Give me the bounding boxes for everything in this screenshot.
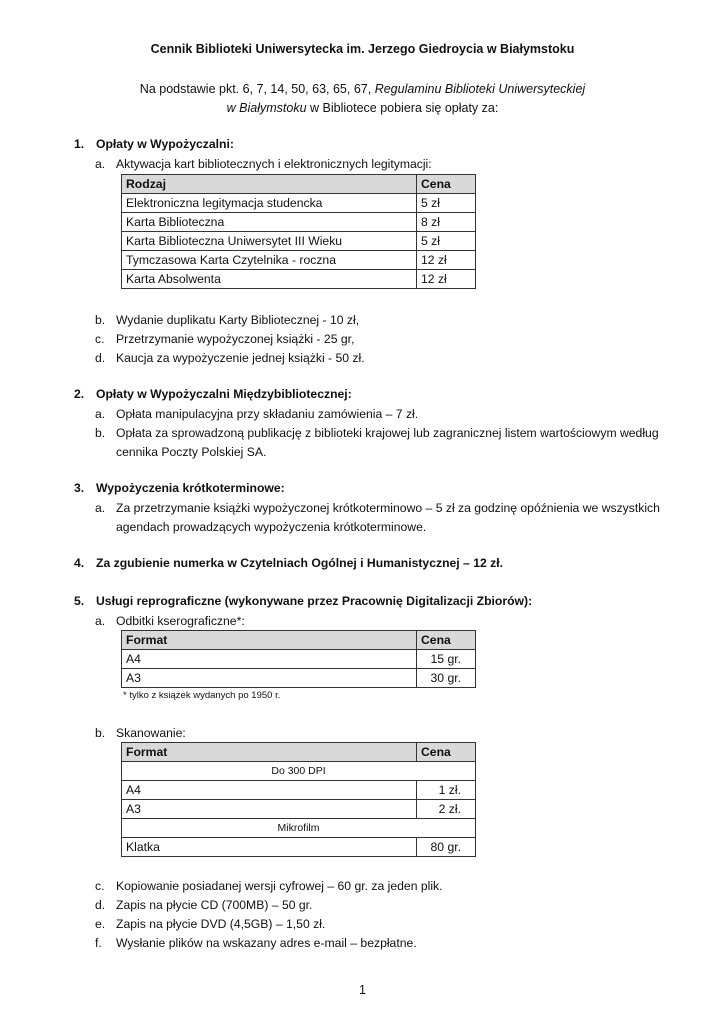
intro-regulation-title: Regulaminu Biblioteki Uniwersyteckiej — [374, 82, 586, 96]
photocopy-footnote: * tylko z książek wydanych po 1950 r. — [123, 690, 281, 701]
section-1-item-d: d. Kaucja za wypożyczenie jednej książki - 50 zł. — [95, 351, 365, 365]
table-row: Klatka 80 gr. — [122, 838, 476, 857]
section-1-heading: 1. Opłaty w Wypożyczalni: — [74, 137, 234, 151]
section-5-item-f: f. Wysłanie plików na wskazany adres e-mail – bezpłatne. — [95, 936, 417, 950]
intro-paragraph — [0, 80, 725, 118]
table-group-row: Mikrofilm — [122, 819, 476, 838]
page-number: 1 — [359, 983, 366, 997]
table-row: A3 30 gr. — [122, 669, 476, 688]
table-row: A3 2 zł. — [122, 800, 476, 819]
section-3-heading: 3. Wypożyczenia krótkoterminowe: — [74, 481, 285, 495]
table-row: A4 15 gr. — [122, 650, 476, 669]
section-5-item-b: b. Skanowanie: — [95, 726, 186, 740]
table-row: Karta Absolwenta 12 zł — [122, 270, 476, 289]
table-header-row: Format Cena — [122, 631, 476, 650]
table-header-row: Format Cena — [122, 743, 476, 762]
section-2-item-a: a. Opłata manipulacyjna przy składaniu zamówienia – 7 zł. — [95, 407, 419, 421]
table-row: Karta Biblioteczna 8 zł — [122, 213, 476, 232]
table-row: Karta Biblioteczna Uniwersytet III Wieku 5 zł — [122, 232, 476, 251]
photocopy-price-table — [121, 630, 476, 688]
table-group-row: Do 300 DPI — [122, 762, 476, 781]
section-3-item-a: a. Za przetrzymanie książki wypożyczonej krótkoterminowo – 5 zł za godzinę opóźnienia we wszystkich agendach prowadzących wypożyczenia krótkoterminowe. — [95, 501, 660, 534]
intro-line2-text: w Bibliotece pobiera się opłaty za: — [306, 101, 499, 115]
section-2-heading: 2. Opłaty w Wypożyczalni Międzybibliotecznej: — [74, 387, 352, 401]
table-row: Elektroniczna legitymacja studencka 5 zł — [122, 194, 476, 213]
section-4-heading: 4. Za zgubienie numerka w Czytelniach Ogólnej i Humanistycznej – 12 zł. — [74, 556, 504, 570]
section-5-item-c: c. Kopiowanie posiadanej wersji cyfrowej – 60 gr. za jeden plik. — [95, 879, 443, 893]
section-2-item-b: b. Opłata za sprowadzoną publikację z biblioteki krajowej lub zagranicznej listem wartościowym według cennika Poczty Polskiej SA. — [95, 426, 659, 459]
section-5-item-d: d. Zapis na płycie CD (700MB) – 50 gr. — [95, 898, 313, 912]
section-5-item-a: a. Odbitki kserograficzne*: — [95, 614, 245, 628]
intro-regulation-city: w Białymstoku — [226, 101, 307, 115]
card-fees-table — [121, 174, 476, 289]
section-5-item-e: e. Zapis na płycie DVD (4,5GB) – 1,50 zł. — [95, 917, 326, 931]
document-title: Cennik Biblioteki Uniwersytecka im. Jerzego Giedroycia w Białymstoku — [150, 42, 575, 56]
table-row: Tymczasowa Karta Czytelnika - roczna 12 zł — [122, 251, 476, 270]
table-header-row: Rodzaj Cena — [122, 175, 476, 194]
section-5-heading: 5. Usługi reprograficzne (wykonywane przez Pracownię Digitalizacji Zbiorów): — [74, 594, 533, 608]
intro-line1-text: Na podstawie pkt. 6, 7, 14, 50, 63, 65, 67, — [139, 82, 375, 96]
section-1-item-c: c. Przetrzymanie wypożyczonej książki - 25 gr, — [95, 332, 355, 346]
scanning-price-table — [121, 742, 476, 857]
section-1-item-a: a. Aktywacja kart bibliotecznych i elektronicznych legitymacji: — [95, 157, 432, 171]
section-1-item-b: b. Wydanie duplikatu Karty Bibliotecznej - 10 zł, — [95, 313, 360, 327]
table-row: A4 1 zł. — [122, 781, 476, 800]
